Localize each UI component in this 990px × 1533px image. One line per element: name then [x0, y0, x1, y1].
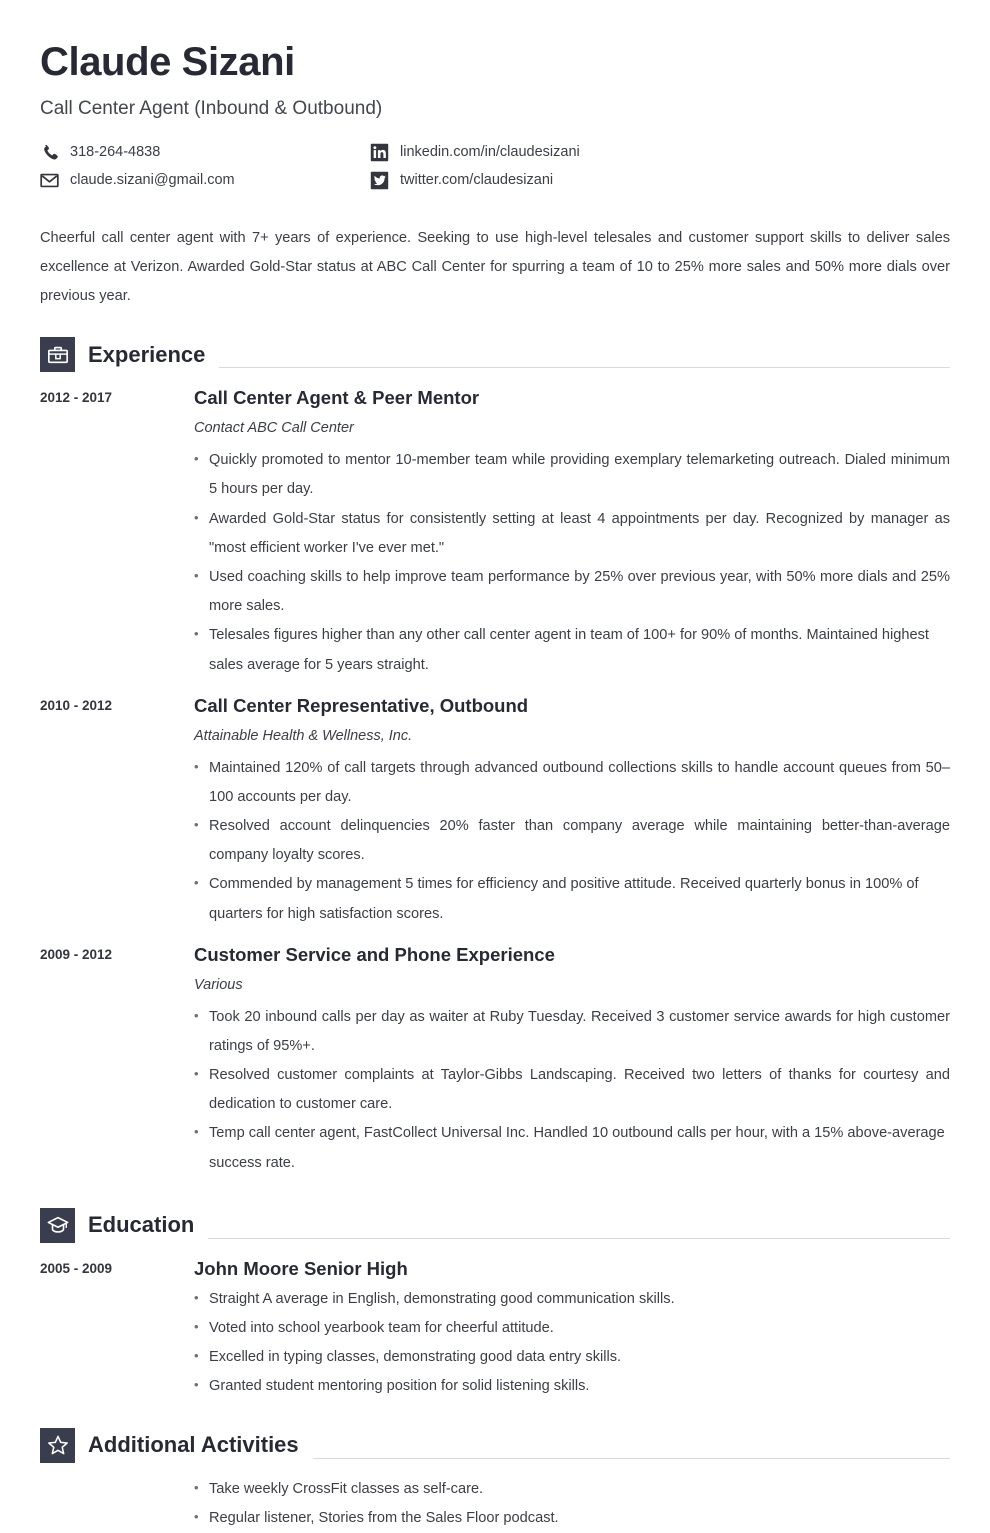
- entry-role: Customer Service and Phone Experience: [194, 943, 555, 965]
- section-education: [40, 1208, 950, 1402]
- list-item: • Voted into school yearbook team for cheerful attitude.: [194, 1314, 950, 1343]
- section-header-education: [40, 1208, 950, 1243]
- contact-phone[interactable]: [40, 143, 370, 162]
- entry-date: 2009 - 2012: [40, 946, 113, 962]
- list-item: • Regular listener, Stories from the Sales Floor podcast.: [194, 1504, 950, 1533]
- section-title-additional-activities: Additional Activities: [88, 1432, 299, 1458]
- contact-email-text: claude.sizani@gmail.com: [70, 172, 235, 189]
- phone-icon: [40, 143, 59, 162]
- job-title: Call Center Agent (Inbound & Outbound): [40, 98, 383, 119]
- experience-entry: [40, 386, 950, 679]
- page-title: Claude Sizani: [40, 40, 295, 84]
- entry-date-empty: [40, 1475, 194, 1533]
- list-item: • Temp call center agent, FastCollect Universal Inc. Handled 10 outbound calls per hour, with a 15% above-average success rate.: [194, 1119, 950, 1177]
- entry-body: [194, 1475, 950, 1533]
- section-header-experience: [40, 337, 950, 372]
- section-experience: [40, 337, 950, 1177]
- entry-bullets: [194, 446, 950, 680]
- section-additional-activities: [40, 1428, 950, 1533]
- section-title-experience: Experience: [88, 341, 206, 367]
- list-item: • Resolved customer complaints at Taylor-Gibbs Landscaping. Received two letters of thanks for courtesy and dedication to customer care.: [194, 1061, 950, 1119]
- list-item: • Used coaching skills to help improve team performance by 25% over previous year, with 50% more dials and 25% more sales.: [194, 563, 950, 621]
- entry-body: [194, 1257, 950, 1402]
- list-item: • Resolved account delinquencies 20% faster than company average while maintaining better-than-average company loyalty scores.: [194, 812, 950, 870]
- linkedin-icon: [370, 143, 389, 162]
- graduation-cap-icon: [40, 1208, 75, 1243]
- star-icon: [40, 1428, 75, 1463]
- list-item: • Maintained 120% of call targets through advanced outbound collections skills to handle account queues from 50–100 accounts per day.: [194, 754, 950, 812]
- entry-date: 2005 - 2009: [40, 1260, 113, 1276]
- entry-body: [194, 694, 950, 929]
- experience-entry: [40, 694, 950, 929]
- entry-role: Call Center Agent & Peer Mentor: [194, 387, 480, 409]
- list-item: • Quickly promoted to mentor 10-member team while providing exemplary telemarketing outreach. Dialed minimum 5 hours per day.: [194, 446, 950, 504]
- briefcase-icon: [40, 337, 75, 372]
- entry-bullets: [194, 754, 950, 929]
- entry-bullets: [194, 1475, 950, 1533]
- entry-body: [194, 386, 950, 679]
- entry-organization: Attainable Health & Wellness, Inc.: [194, 727, 413, 744]
- list-item: • Awarded Gold-Star status for consistently setting at least 4 appointments per day. Recognized by manager as "most efficient worker I've ever met.": [194, 505, 950, 563]
- contact-info: [40, 143, 950, 190]
- list-item: • Straight A average in English, demonstrating good communication skills.: [194, 1285, 950, 1314]
- twitter-icon: [370, 171, 389, 190]
- additional-activities-entry: [40, 1475, 950, 1533]
- contact-twitter[interactable]: [370, 171, 950, 190]
- resume-header: [40, 40, 950, 190]
- section-divider: [219, 367, 950, 368]
- entry-organization: Contact ABC Call Center: [194, 420, 354, 437]
- education-entry: [40, 1257, 950, 1402]
- list-item: • Commended by management 5 times for efficiency and positive attitude. Received quarterly bonus in 100% of quarters for high satisfaction scores.: [194, 870, 950, 928]
- contact-linkedin-text: linkedin.com/in/claudesizani: [400, 144, 580, 161]
- section-header-additional-activities: [40, 1428, 950, 1463]
- experience-entry: [40, 943, 950, 1178]
- contact-email[interactable]: [40, 171, 370, 190]
- contact-phone-text: 318-264-4838: [70, 144, 161, 161]
- section-divider: [313, 1458, 950, 1459]
- entry-bullets: [194, 1003, 950, 1178]
- entry-school: John Moore Senior High: [194, 1257, 408, 1279]
- entry-bullets: [194, 1285, 950, 1402]
- list-item: • Take weekly CrossFit classes as self-care.: [194, 1475, 950, 1504]
- contact-twitter-text: twitter.com/claudesizani: [400, 172, 554, 189]
- list-item: • Granted student mentoring position for solid listening skills.: [194, 1372, 950, 1401]
- list-item: • Took 20 inbound calls per day as waiter at Ruby Tuesday. Received 3 customer service awards for high customer ratings of 95%+.: [194, 1003, 950, 1061]
- section-divider: [208, 1238, 950, 1239]
- professional-summary: Cheerful call center agent with 7+ years of experience. Seeking to use high-level telesales and customer support skills to deliver sales excellence at Verizon. Awarded Gold-Star status at ABC Call Center for spurring a team of 10 to 25% more sales and 50% more dials over previous year.: [40, 229, 950, 305]
- entry-date: 2012 - 2017: [40, 390, 113, 406]
- section-title-education: Education: [88, 1212, 195, 1238]
- entry-organization: Various: [194, 976, 243, 993]
- contact-linkedin[interactable]: [370, 143, 950, 162]
- email-icon: [40, 171, 59, 190]
- entry-date: 2010 - 2012: [40, 697, 113, 713]
- entry-role: Call Center Representative, Outbound: [194, 694, 529, 716]
- list-item: • Excelled in typing classes, demonstrating good data entry skills.: [194, 1343, 950, 1372]
- list-item: • Telesales figures higher than any other call center agent in team of 100+ for 90% of months. Maintained highest sales average for 5 years straight.: [194, 621, 950, 679]
- entry-body: [194, 943, 950, 1178]
